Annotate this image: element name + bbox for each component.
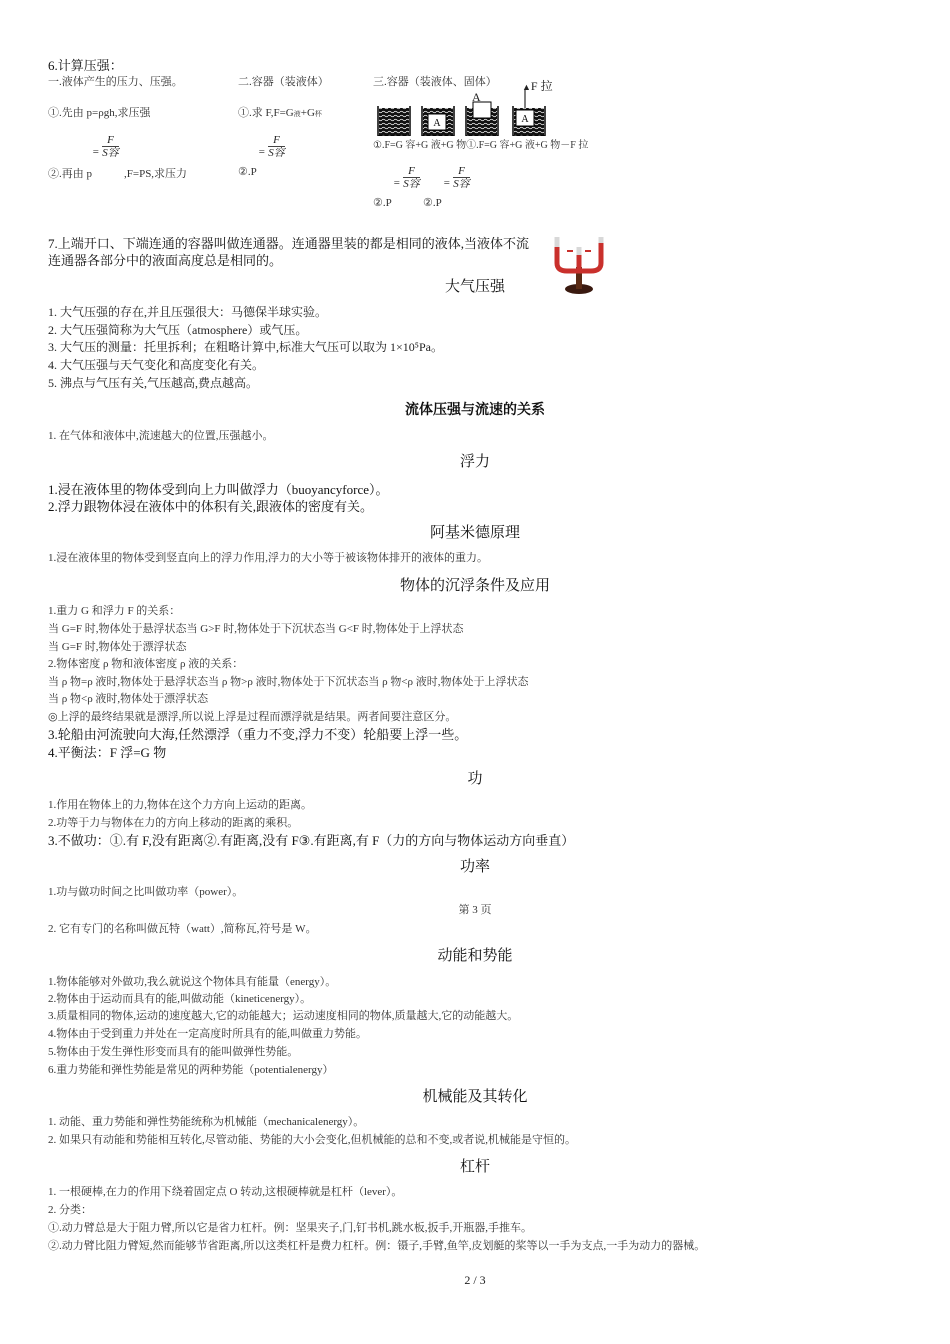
atm-line-3: 3. 大气压的测量：托里拆利；在粗略计算中,标准大气压可以取为 1×10⁵Pa。 xyxy=(48,340,443,354)
col1-step1: ①.先由 p=ρgh,求压强 xyxy=(48,107,151,119)
sink-line-7: ◎上浮的最终结果就是漂浮,所以说上浮是过程而漂浮就是结果。两者间要注意区分。 xyxy=(48,711,457,723)
connector-line1: 7.上端开口、下端连通的容器叫做连通器。连通器里装的都是相同的液体,当液体不流 xyxy=(48,236,530,251)
heading-archimedes: 阿基米德原理 xyxy=(429,524,520,541)
energy-line-6: 6.重力势能和弹性势能是常见的两种势能（potentialenergy） xyxy=(48,1064,334,1076)
col3-step2a: ②.P xyxy=(373,197,392,209)
calc-col3-heading: 三.容器（装液体、固体） xyxy=(373,76,497,88)
power-line-2: 2. 它有专门的名称叫做瓦特（watt）,简称瓦,符号是 W。 xyxy=(48,923,317,935)
sink-line-6: 当 ρ 物<ρ 液时,物体处于漂浮状态 xyxy=(48,693,209,705)
block-label: A xyxy=(433,118,441,129)
sink-line-1: 1.重力 G 和浮力 F 的关系： xyxy=(48,605,181,617)
sink-line-2: 当 G=F 时,物体处于悬浮状态当 G>F 时,物体处于下沉状态当 G<F 时,物体处于上浮状态 xyxy=(48,623,464,635)
f-pull-label: ▲F 拉 xyxy=(522,79,553,93)
sink-line-4: 2.物体密度 ρ 物和液体密度 ρ 液的关系： xyxy=(48,658,244,670)
lever-line-1: 1. 一根硬棒,在力的作用下绕着固定点 O 转动,这根硬棒就是杠杆（lever）。 xyxy=(48,1186,403,1198)
atm-line-2: 2. 大气压强简称为大气压（atmosphere）或气压。 xyxy=(48,323,308,337)
heading-fluid-pressure: 流体压强与流速的关系 xyxy=(405,401,545,417)
archi-line-1: 1.浸在液体里的物体受到竖直向上的浮力作用,浮力的大小等于被该物体排开的液体的重力。 xyxy=(48,552,488,564)
connector-line2: 连通器各部分中的液面高度总是相同的。 xyxy=(48,253,283,268)
block-label: A xyxy=(521,114,529,125)
heading-energy: 动能和势能 xyxy=(437,947,513,964)
container-diagrams xyxy=(376,90,546,136)
page-number: 2 / 3 xyxy=(464,1273,486,1287)
heading-power: 功率 xyxy=(459,858,490,875)
calc-title: 6.计算压强： xyxy=(48,58,123,73)
container-pulled-block xyxy=(513,90,545,136)
atm-line-4: 4. 大气压强与天气变化和高度变化有关。 xyxy=(48,358,265,372)
lever-line-3: ①.动力臂总是大于阻力臂,所以它是省力杠杆。例：坚果夹子,门,钉书机,跳水板,扳手,开瓶器,手推车。 xyxy=(48,1222,532,1234)
atm-line-5: 5. 沸点与气压有关,气压越高,费点越高。 xyxy=(48,376,259,390)
energy-line-4: 4.物体由于受到重力并处在一定高度时所具有的能,叫做重力势能。 xyxy=(48,1028,367,1040)
col1-step2: ②.再由 p ,F=PS,求压力 xyxy=(48,168,188,180)
work-line-1: 1.作用在物体上的力,物体在这个力方向上运动的距离。 xyxy=(48,799,312,811)
atm-line-1: 1. 大气压强的存在,并且压强很大：马德保半球实验。 xyxy=(48,305,328,319)
energy-line-1: 1.物体能够对外做功,我么就说这个物体具有能量（energy）。 xyxy=(48,976,337,988)
work-line-2: 2.功等于力与物体在力的方向上移动的距离的乘积。 xyxy=(48,817,299,829)
heading-atmospheric-pressure: 大气压强 xyxy=(444,278,505,295)
heading-mechanical-energy: 机械能及其转化 xyxy=(422,1088,528,1105)
col2-step2: ②.P xyxy=(238,166,257,178)
block-a-label: A xyxy=(472,90,481,104)
energy-line-3: 3.质量相同的物体,运动的速度越大,它的动能越大；运动速度相同的物体,质量越大,它的动能越大。 xyxy=(48,1010,519,1022)
container-liquid-only xyxy=(378,106,410,136)
sink-line-3: 当 G=F 时,物体处于漂浮状态 xyxy=(48,641,187,653)
heading-buoyancy: 浮力 xyxy=(459,453,490,470)
buoy-line-2: 2.浮力跟物体浸在液体中的体积有关,跟液体的密度有关。 xyxy=(48,499,374,514)
calc-col2-heading: 二.容器（装液体） xyxy=(238,76,329,88)
calc-col1-heading: 一.液体产生的压力、压强。 xyxy=(48,76,183,88)
sink-line-5: 当 ρ 物=ρ 液时,物体处于悬浮状态当 ρ 物>ρ 液时,物体处于下沉状态当 ρ 物<ρ 液时,物体处于上浮状态 xyxy=(48,676,529,688)
mech-line-1: 1. 动能、重力势能和弹性势能统称为机械能（mechanicalenergy）。 xyxy=(48,1116,365,1128)
heading-work: 功 xyxy=(467,770,483,787)
sink-line-9: 4.平衡法：F 浮=G 物 xyxy=(48,745,167,760)
fraction-col3b: = F S容 xyxy=(443,165,470,190)
lever-line-2: 2. 分类： xyxy=(48,1204,92,1216)
col2-step1: ①.求 F,F=G液+G杯 xyxy=(238,107,322,119)
mech-line-2: 2. 如果只有动能和势能相互转化,尽管动能、势能的大小会变化,但机械能的总和不变,或者说,机械能是守恒的。 xyxy=(48,1134,576,1146)
page-label: 第 3 页 xyxy=(458,904,492,916)
container-block-above xyxy=(466,102,498,136)
col3-step2b: ②.P xyxy=(423,197,442,209)
container-floating-block xyxy=(422,106,454,136)
work-line-3: 3.不做功：①.有 F,没有距离②.有距离,没有 F③.有距离,有 F（力的方向与物体运动方向垂直） xyxy=(48,833,575,848)
heading-sink-float: 物体的沉浮条件及应用 xyxy=(399,577,550,594)
sink-line-8: 3.轮船由河流驶向大海,任然漂浮（重力不变,浮力不变）轮船要上浮一些。 xyxy=(48,727,468,742)
col3-step1: ①.F=G 容+G 液+G 物①.F=G 容+G 液+G 物－F 拉 xyxy=(373,140,589,151)
heading-lever: 杠杆 xyxy=(459,1158,490,1175)
lever-line-4: ②.动力臂比阻力臂短,然而能够节省距离,所以这类杠杆是费力杠杆。例：镊子,手臂,鱼竿,皮划艇的桨等以一手为支点,一手为动力的器械。 xyxy=(48,1240,706,1252)
fraction-col1: = F S容 xyxy=(92,134,119,159)
fraction-col3a: = F S容 xyxy=(393,165,420,190)
energy-line-5: 5.物体由于发生弹性形变而具有的能叫做弹性势能。 xyxy=(48,1046,299,1058)
buoy-line-1: 1.浸在液体里的物体受到向上力叫做浮力（buoyancyforce）。 xyxy=(48,482,389,497)
power-line-1: 1.功与做功时间之比叫做功率（power）。 xyxy=(48,886,244,898)
energy-line-2: 2.物体由于运动而具有的能,叫做动能（kineticenergy）。 xyxy=(48,993,312,1005)
fluid-line-1: 1. 在气体和液体中,流速越大的位置,压强越小。 xyxy=(48,430,274,442)
fraction-col2: = F S容 xyxy=(258,134,285,159)
